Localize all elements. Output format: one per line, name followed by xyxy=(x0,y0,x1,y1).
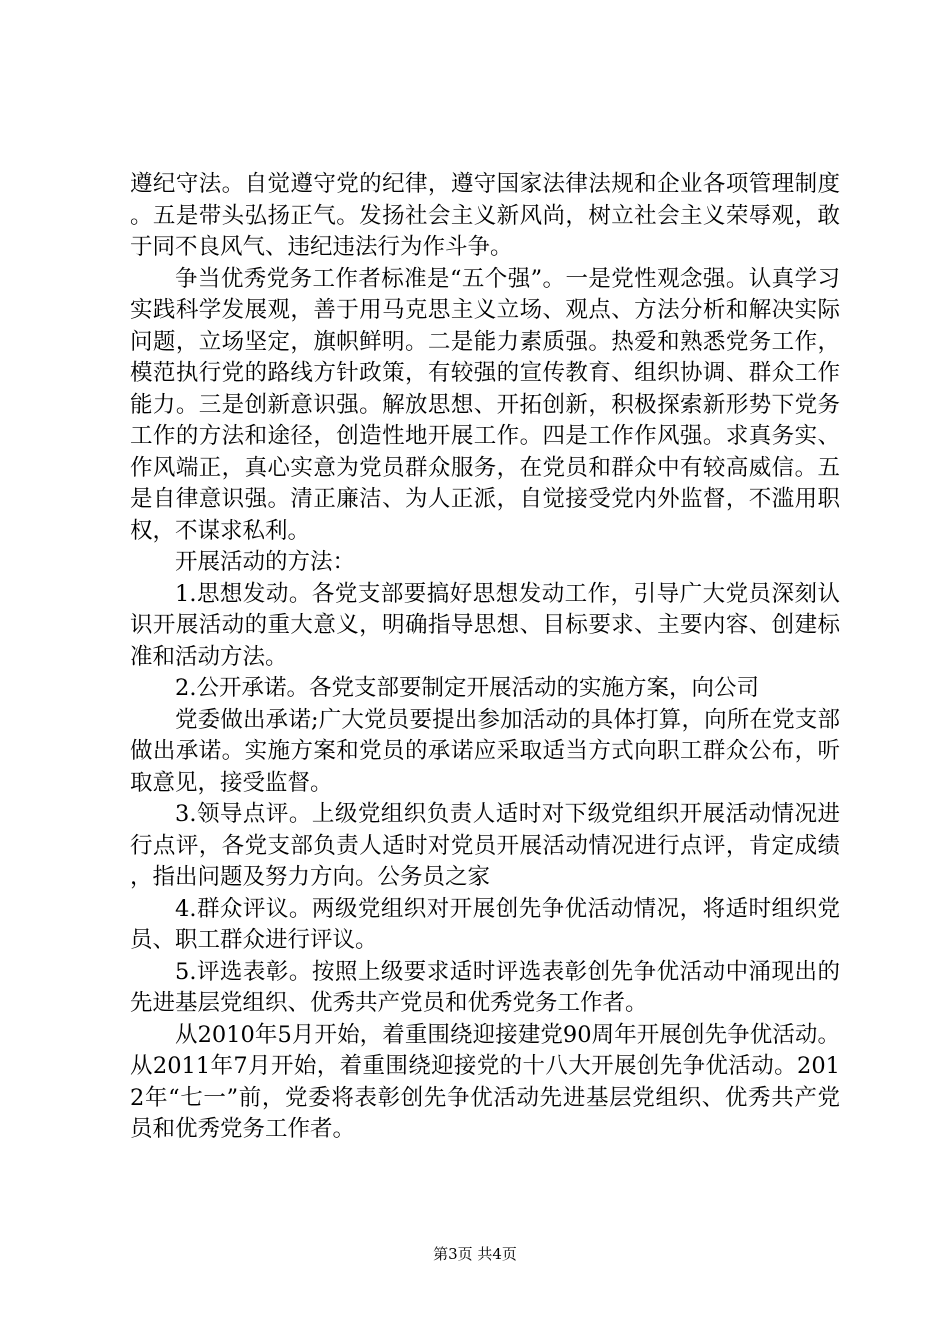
paragraph-methods-heading: 开展活动的方法： xyxy=(175,549,356,575)
document-body xyxy=(130,169,840,1146)
paragraph-method-3: 3.领导点评。上级党组织负责人适时对下级党组织开展活动情况进行点评，各党支部负责人适时对党员开展活动情况进行点评，肯定成绩，指出问题及努力方向。公务员之家 xyxy=(130,801,840,890)
paragraph-method-2: 2.公开承诺。各党支部要制定开展活动的实施方案，向公司 xyxy=(175,675,759,701)
paragraph-party-worker-standard: 争当优秀党务工作者标准是“五个强”。一是党性观念强。认真学习实践科学发展观，善于用马克思主义立场、观点、方法分析和解决实际问题，立场坚定，旗帜鲜明。二是能力素质强。热爱和熟悉党务工作，模范执行党的路线方针政策，有较强的宣传教育、组织协调、群众工作能力。三是创新意识强。解放思想、开拓创新，积极探索新形势下党务工作的方法和途径，创造性地开展工作。四是工作作风强。求真务实、作风端正，真心实意为党员群众服务，在党员和群众中有较高威信。五是自律意识强。清正廉洁、为人正派，自觉接受党内外监督，不滥用职权，不谋求私利。 xyxy=(130,265,840,544)
paragraph-method-1: 1.思想发动。各党支部要搞好思想发动工作，引导广大党员深刻认识开展活动的重大意义，明确指导思想、目标要求、主要内容、创建标准和活动方法。 xyxy=(130,580,840,670)
page-number-label: 第3页 共4页 xyxy=(433,1245,517,1263)
page-footer xyxy=(0,1245,950,1263)
paragraph-timeline: 从2010年5月开始，着重围绕迎接建党90周年开展创先争优活动。从2011年7月开始，着重围绕迎接党的十八大开展创先争优活动。2012年“七一”前，党委将表彰创先争优活动先进基层党组织、优秀共产党员和优秀党务工作者。 xyxy=(130,1021,840,1142)
paragraph-method-5: 5.评选表彰。按照上级要求适时评选表彰创先争优活动中涌现出的先进基层党组织、优秀共产党员和优秀党务工作者。 xyxy=(130,958,840,1016)
paragraph-method-4: 4.群众评议。两级党组织对开展创先争优活动情况，将适时组织党员、职工群众进行评议。 xyxy=(130,895,840,953)
paragraph-method-2-continued: 党委做出承诺;广大党员要提出参加活动的具体打算，向所在党支部做出承诺。实施方案和党员的承诺应采取适当方式向职工群众公布，听取意见，接受监督。 xyxy=(130,706,840,796)
paragraph-continuation: 遵纪守法。自觉遵守党的纪律，遵守国家法律法规和企业各项管理制度。五是带头弘扬正气。发扬社会主义新风尚，树立社会主义荣辱观，敢于同不良风气、违纪违法行为作斗争。 xyxy=(130,171,840,260)
